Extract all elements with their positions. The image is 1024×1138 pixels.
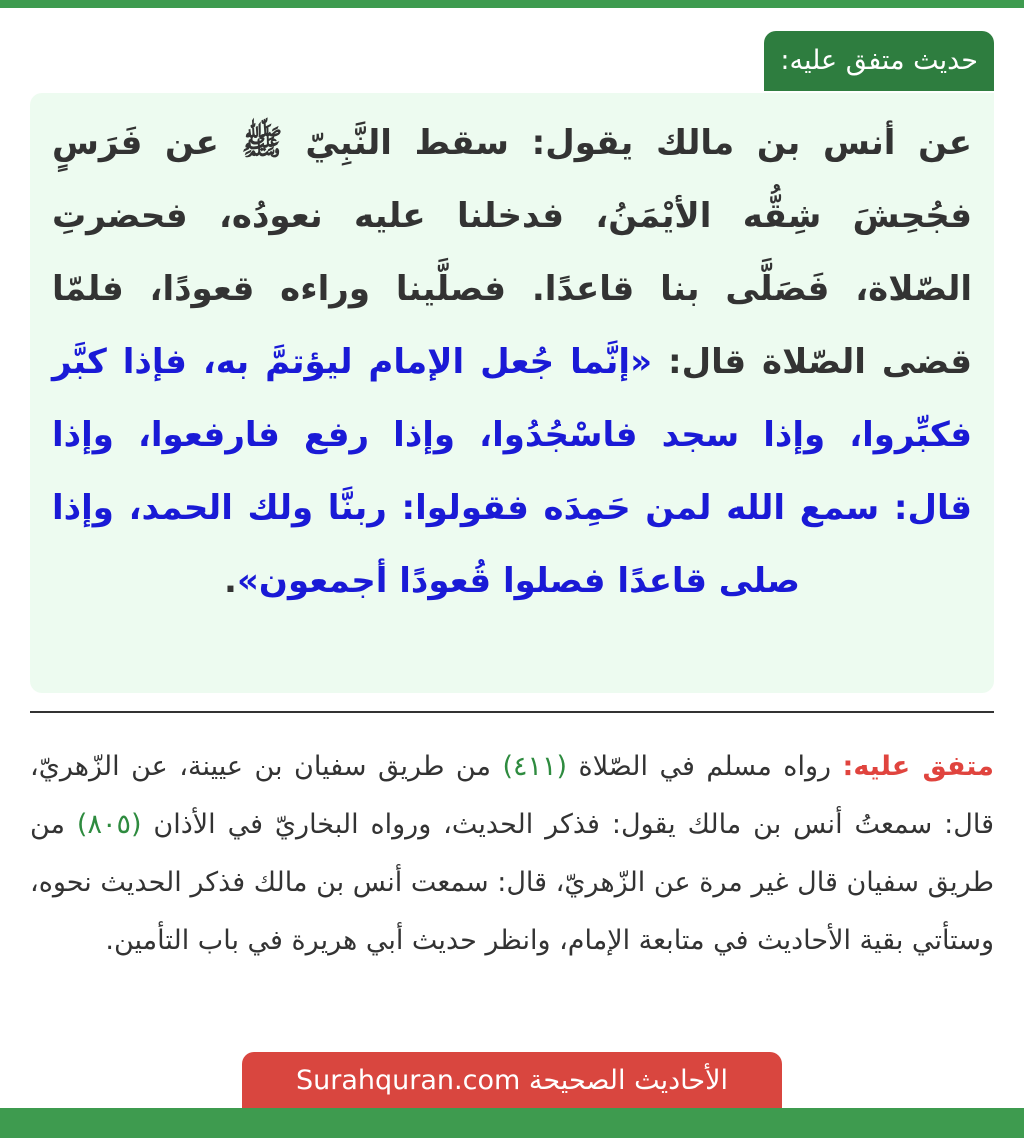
hadith-ending: . <box>224 561 237 601</box>
commentary-reference-bukhari: (٨٠٥) <box>76 809 142 840</box>
bottom-accent-bar <box>0 1108 1024 1138</box>
commentary-label: متفق عليه: <box>842 751 994 782</box>
commentary-reference-muslim: (٤١١) <box>502 751 568 782</box>
hadith-type-badge: حديث متفق عليه: <box>764 31 994 91</box>
section-divider <box>30 711 994 713</box>
footer-site-badge[interactable] <box>242 1052 782 1110</box>
commentary-text-3: من طريق سفيان قال غير مرة عن الزّهريّ، قال: سمعت أنس بن مالك فذكر الحديث نحوه، وستأتي بقية الأحاديث في متابعة الإمام، وانظر حديث أبي هريرة في باب التأمين. <box>30 809 994 956</box>
hadith-narration: عن أنس بن مالك يقول: سقط النَّبِيّ ﷺ عن فَرَسٍ فجُحِشَ شِقُّه الأيْمَنُ، فدخلنا عليه نعودُه، فحضرتِ الصّلاة، فَصَلَّى بنا قاعدًا. فصلَّينا وراءه قعودًا، فلمّا قضى الصّلاة قال: <box>52 123 972 382</box>
commentary-text-2: من طريق سفيان بن عيينة، عن الزّهريّ، قال: سمعتُ أنس بن مالك يقول: فذكر الحديث، ورواه البخاريّ في الأذان <box>30 751 994 840</box>
hadith-prophet-quote: «إنَّما جُعل الإمام ليؤتمَّ به، فإذا كبَّر فكبِّروا، وإذا سجد فاسْجُدُوا، وإذا رفع فارفعوا، وإذا قال: سمع الله لمن حَمِدَه فقولوا: ربنَّا ولك الحمد، وإذا صلى قاعدًا فصلوا قُعودًا أجمعون» <box>52 342 972 601</box>
footer-title: الأحاديث الصحيحة <box>528 1065 728 1096</box>
top-accent-bar <box>0 0 1024 8</box>
footer-site-link[interactable]: Surahquran.com <box>296 1065 521 1096</box>
hadith-commentary <box>30 738 994 970</box>
commentary-text-1: رواه مسلم في الصّلاة <box>567 751 843 782</box>
hadith-text-box <box>30 93 994 693</box>
